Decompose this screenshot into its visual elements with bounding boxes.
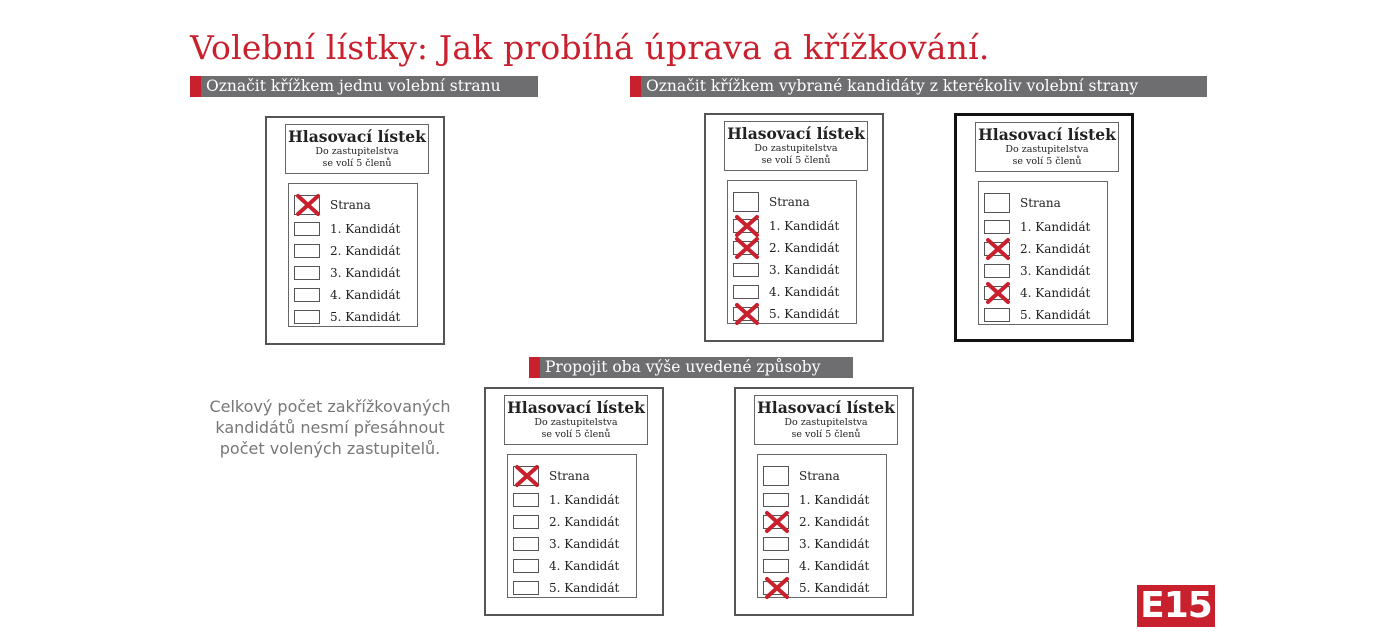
- candidate-option[interactable]: [763, 515, 883, 531]
- ballot-card: [265, 116, 445, 345]
- candidate-checkbox[interactable]: [513, 515, 539, 529]
- candidate-option[interactable]: [763, 537, 883, 553]
- ballot-header: [285, 124, 429, 174]
- candidate-label: 3. Kandidát: [549, 537, 620, 551]
- candidate-checkbox[interactable]: [733, 285, 759, 299]
- candidate-option[interactable]: [294, 222, 414, 238]
- candidate-option[interactable]: [984, 220, 1104, 236]
- party-checkbox[interactable]: [733, 192, 759, 212]
- candidate-label: 5. Kandidát: [769, 307, 840, 321]
- label-accent: [529, 357, 540, 378]
- label-accent: [190, 76, 201, 97]
- ballot-header: [504, 395, 648, 445]
- candidate-option[interactable]: [513, 581, 633, 597]
- ballot-subtitle: Do zastupitelstva: [534, 417, 618, 428]
- candidate-label: 5. Kandidát: [1020, 308, 1091, 322]
- ballot-subtitle: Do zastupitelstva: [1005, 144, 1089, 155]
- candidate-checkbox[interactable]: [294, 266, 320, 280]
- candidate-option[interactable]: [763, 581, 883, 597]
- section-label-candidates-text: Označit křížkem vybrané kandidáty z kterékoliv volební strany: [646, 77, 1139, 95]
- ballot-subtitle: Do zastupitelstva: [784, 417, 868, 428]
- cross-mark-icon: [514, 464, 540, 488]
- candidate-label: 4. Kandidát: [799, 559, 870, 573]
- candidate-option[interactable]: [984, 242, 1104, 258]
- ballot-heading: Hlasovací lístek: [288, 127, 426, 146]
- section-label-party: [190, 76, 538, 97]
- candidate-checkbox[interactable]: [733, 263, 759, 277]
- candidate-option[interactable]: [513, 493, 633, 509]
- candidate-label: 1. Kandidát: [799, 493, 870, 507]
- page-title: Volební lístky: Jak probíhá úprava a křížkování.: [190, 28, 990, 67]
- ballot-heading: Hlasovací lístek: [757, 398, 895, 417]
- section-label-combined-text: Propojit oba výše uvedené způsoby: [545, 358, 821, 376]
- ballot-header: [724, 121, 868, 171]
- candidate-checkbox[interactable]: [513, 493, 539, 507]
- candidate-option[interactable]: [294, 244, 414, 260]
- candidate-checkbox[interactable]: [984, 220, 1010, 234]
- candidate-label: 4. Kandidát: [549, 559, 620, 573]
- ballot-option-list: [507, 454, 637, 598]
- party-option[interactable]: [513, 469, 633, 485]
- section-label-candidates: [630, 76, 1207, 97]
- candidate-checkbox[interactable]: [294, 222, 320, 236]
- party-checkbox[interactable]: [984, 193, 1010, 213]
- candidate-label: 1. Kandidát: [1020, 220, 1091, 234]
- candidate-checkbox[interactable]: [294, 244, 320, 258]
- candidate-checkbox[interactable]: [513, 559, 539, 573]
- candidate-label: 3. Kandidát: [330, 266, 401, 280]
- candidate-label: 2. Kandidát: [330, 244, 401, 258]
- candidate-option[interactable]: [294, 266, 414, 282]
- candidate-option[interactable]: [733, 285, 853, 301]
- candidate-checkbox[interactable]: [513, 581, 539, 595]
- candidate-label: 4. Kandidát: [330, 288, 401, 302]
- candidate-checkbox[interactable]: [984, 264, 1010, 278]
- ballot-heading: Hlasovací lístek: [727, 124, 865, 143]
- candidate-checkbox[interactable]: [294, 310, 320, 324]
- candidate-option[interactable]: [984, 286, 1104, 302]
- ballot-subtitle: Do zastupitelstva: [754, 143, 838, 154]
- candidate-checkbox[interactable]: [984, 308, 1010, 322]
- ballot-option-list: [727, 180, 857, 324]
- cross-mark-icon: [734, 214, 760, 238]
- candidate-label: 2. Kandidát: [799, 515, 870, 529]
- candidate-label: 5. Kandidát: [330, 310, 401, 324]
- cross-mark-icon: [985, 237, 1011, 261]
- candidate-option[interactable]: [733, 219, 853, 235]
- candidate-checkbox[interactable]: [763, 493, 789, 507]
- candidate-checkbox[interactable]: [294, 288, 320, 302]
- party-label: Strana: [769, 195, 810, 209]
- party-label: Strana: [549, 469, 590, 483]
- ballot-subtitle: Do zastupitelstva: [315, 146, 399, 157]
- ballot-card: [704, 113, 884, 342]
- party-option[interactable]: [984, 196, 1104, 212]
- party-option[interactable]: [294, 198, 414, 214]
- candidate-option[interactable]: [733, 241, 853, 257]
- candidate-label: 3. Kandidát: [799, 537, 870, 551]
- candidate-option[interactable]: [513, 515, 633, 531]
- candidate-label: 1. Kandidát: [330, 222, 401, 236]
- label-accent: [630, 76, 641, 97]
- candidate-label: 5. Kandidát: [549, 581, 620, 595]
- ballot-option-list: [757, 454, 887, 598]
- section-label-party-text: Označit křížkem jednu volební stranu: [206, 77, 501, 95]
- candidate-option[interactable]: [513, 559, 633, 575]
- cross-mark-icon: [734, 236, 760, 260]
- candidate-checkbox[interactable]: [763, 559, 789, 573]
- ballot-card: [954, 113, 1134, 342]
- candidate-option[interactable]: [763, 559, 883, 575]
- candidate-option[interactable]: [733, 307, 853, 323]
- cross-mark-icon: [764, 510, 790, 534]
- candidate-option[interactable]: [294, 310, 414, 326]
- ballot-subtitle: se volí 5 členů: [761, 155, 831, 166]
- cross-mark-icon: [734, 302, 760, 326]
- candidate-label: 2. Kandidát: [769, 241, 840, 255]
- party-option[interactable]: [763, 469, 883, 485]
- ballot-option-list: [288, 183, 418, 327]
- candidate-label: 5. Kandidát: [799, 581, 870, 595]
- ballot-subtitle: se volí 5 členů: [1012, 156, 1082, 167]
- party-label: Strana: [330, 198, 371, 212]
- ballot-header: [754, 395, 898, 445]
- ballot-subtitle: se volí 5 členů: [791, 429, 861, 440]
- party-checkbox[interactable]: [763, 466, 789, 486]
- candidate-option[interactable]: [733, 263, 853, 279]
- cross-mark-icon: [295, 193, 321, 217]
- ballot-card: [484, 387, 664, 616]
- candidate-option[interactable]: [984, 308, 1104, 324]
- e15-logo: [1137, 585, 1215, 627]
- candidate-option[interactable]: [763, 493, 883, 509]
- candidate-label: 2. Kandidát: [549, 515, 620, 529]
- candidate-checkbox[interactable]: [763, 537, 789, 551]
- ballot-subtitle: se volí 5 členů: [541, 429, 611, 440]
- candidate-label: 4. Kandidát: [1020, 286, 1091, 300]
- cross-mark-icon: [985, 281, 1011, 305]
- ballot-header: [975, 122, 1119, 172]
- ballot-heading: Hlasovací lístek: [978, 125, 1116, 144]
- candidate-option[interactable]: [513, 537, 633, 553]
- candidate-checkbox[interactable]: [513, 537, 539, 551]
- section-label-combined: [529, 357, 853, 378]
- candidate-option[interactable]: [294, 288, 414, 304]
- candidate-label: 1. Kandidát: [769, 219, 840, 233]
- candidate-label: 2. Kandidát: [1020, 242, 1091, 256]
- ballot-option-list: [978, 181, 1108, 325]
- candidate-label: 4. Kandidát: [769, 285, 840, 299]
- party-label: Strana: [1020, 196, 1061, 210]
- party-option[interactable]: [733, 195, 853, 211]
- cross-mark-icon: [764, 576, 790, 600]
- candidate-label: 3. Kandidát: [769, 263, 840, 277]
- party-label: Strana: [799, 469, 840, 483]
- candidate-label: 1. Kandidát: [549, 493, 620, 507]
- ballot-heading: Hlasovací lístek: [507, 398, 645, 417]
- ballot-subtitle: se volí 5 členů: [322, 158, 392, 169]
- ballot-card: [734, 387, 914, 616]
- logo-text: E15: [1140, 585, 1212, 626]
- rule-note: Celkový počet zakřížkovaných kandidátů nesmí přesáhnout počet volených zastupitelů.: [209, 397, 451, 458]
- candidate-option[interactable]: [984, 264, 1104, 280]
- candidate-label: 3. Kandidát: [1020, 264, 1091, 278]
